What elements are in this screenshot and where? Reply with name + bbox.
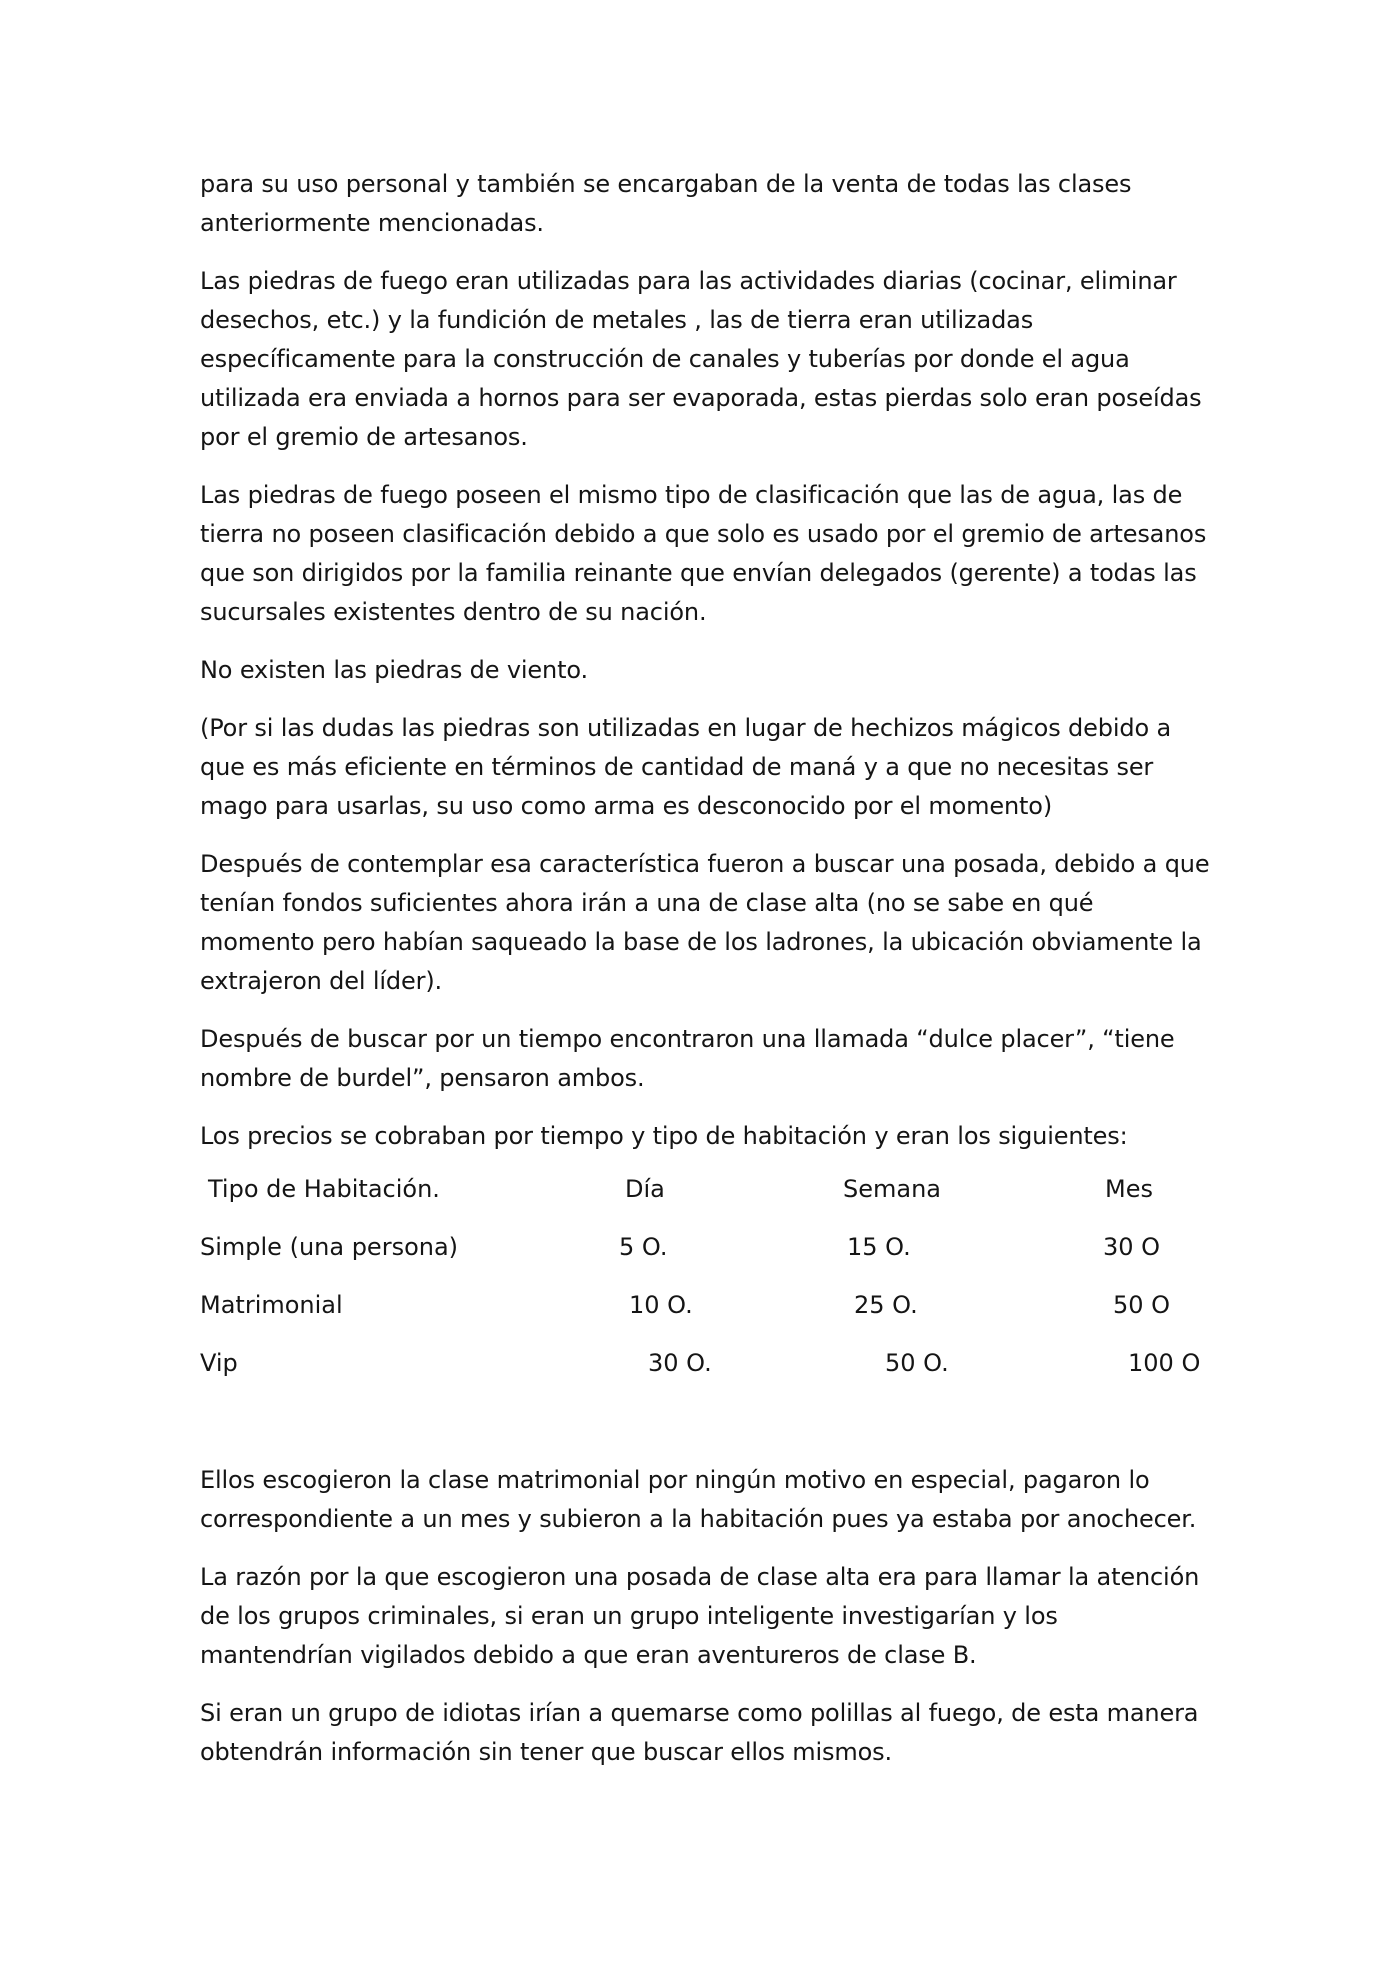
week-price-cell: 25 O. — [854, 1291, 918, 1319]
table-row — [200, 1228, 1210, 1286]
table-row — [200, 1286, 1210, 1344]
week-price-cell: 15 O. — [847, 1233, 911, 1261]
day-price-cell: 10 O. — [629, 1291, 693, 1319]
header-room-type: Tipo de Habitación. — [208, 1175, 440, 1203]
body-text-top — [200, 165, 1210, 1175]
header-week: Semana — [843, 1175, 942, 1203]
paragraph: Si eran un grupo de idiotas irían a quemarse como polillas al fuego, de esta manera obtendrán información sin tener que buscar ellos mismos. — [200, 1699, 1199, 1766]
paragraph: La razón por la que escogieron una posada de clase alta era para llamar la atención de los grupos criminales, si eran un grupo inteligente investigarían y los mantendrían vigilados debido a que eran aventureros de clase B. — [200, 1563, 1200, 1669]
paragraph: Ellos escogieron la clase matrimonial por ningún motivo en especial, pagaron lo correspondiente a un mes y subieron a la habitación pues ya estaba por anochecer. — [200, 1466, 1197, 1533]
week-price-cell: 50 O. — [885, 1349, 949, 1377]
paragraph: Después de buscar por un tiempo encontraron una llamada “dulce placer”, “tiene nombre de burdel”, pensaron ambos. — [200, 1025, 1175, 1092]
day-price-cell: 30 O. — [648, 1349, 712, 1377]
header-day: Día — [625, 1175, 665, 1203]
month-price-cell: 30 O — [1103, 1233, 1161, 1261]
paragraph: (Por si las dudas las piedras son utilizadas en lugar de hechizos mágicos debido a que es más eficiente en términos de cantidad de maná y a que no necesitas ser mago para usarlas, su uso como arma es desconocido por el momento) — [200, 714, 1172, 820]
room-type-cell: Vip — [200, 1349, 238, 1377]
month-price-cell: 50 O — [1113, 1291, 1171, 1319]
paragraph: No existen las piedras de viento. — [200, 656, 588, 684]
room-type-cell: Matrimonial — [200, 1291, 343, 1319]
paragraph: Las piedras de fuego poseen el mismo tipo de clasificación que las de agua, las de tierra no poseen clasificación debido a que solo es usado por el gremio de artesanos que son dirigidos por la familia reinante que envían delegados (gerente) a todas las sucursales existentes dentro de su nación. — [200, 481, 1207, 626]
paragraph: Las piedras de fuego eran utilizadas para las actividades diarias (cocinar, eliminar desechos, etc.) y la fundición de metales , las de tierra eran utilizadas específicamente para la construcción de canales y tuberías por donde el agua utilizada era enviada a hornos para ser evaporada, estas pierdas solo eran poseídas por el gremio de artesanos. — [200, 267, 1202, 451]
room-type-cell: Simple (una persona) — [200, 1233, 459, 1261]
header-month: Mes — [1105, 1175, 1153, 1203]
day-price-cell: 5 O. — [619, 1233, 668, 1261]
paragraph: Después de contemplar esa característica fueron a buscar una posada, debido a que tenían fondos suficientes ahora irán a una de clase alta (no se sabe en qué momento pero habían saqueado la base de los ladrones, la ubicación obviamente la extrajeron del líder). — [200, 850, 1210, 995]
paragraph: para su uso personal y también se encargaban de la venta de todas las clases anteriormente mencionadas. — [200, 170, 1132, 237]
price-table — [200, 1170, 1210, 1402]
month-price-cell: 100 O — [1128, 1349, 1201, 1377]
paragraph: Los precios se cobraban por tiempo y tipo de habitación y eran los siguientes: — [200, 1122, 1128, 1150]
body-text-bottom — [200, 1461, 1210, 1791]
table-row — [200, 1344, 1210, 1402]
table-header-row — [200, 1170, 1210, 1228]
